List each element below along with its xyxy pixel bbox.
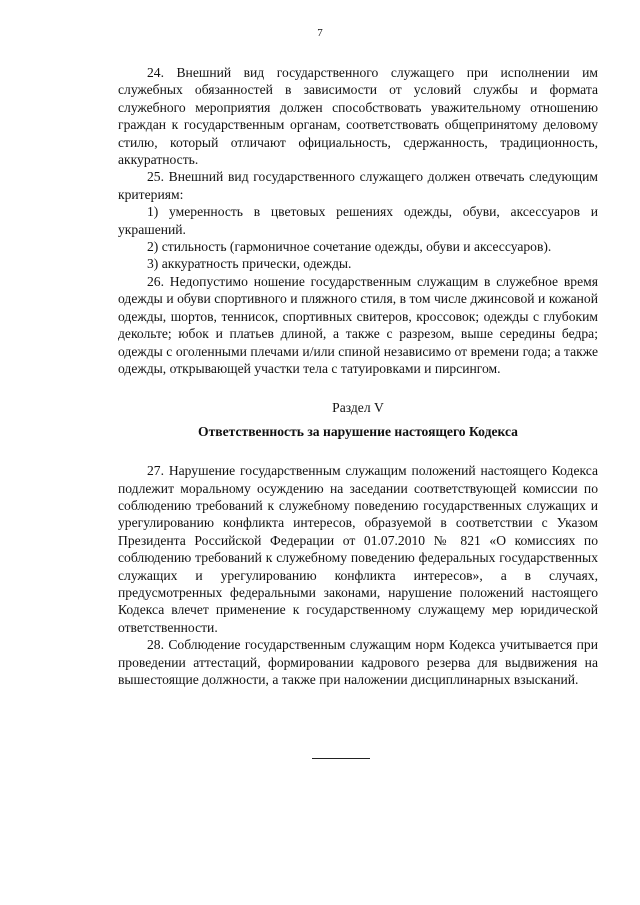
paragraph-28: 28. Соблюдение государственным служащим норм Кодекса учитывается при проведении аттестаций, формировании кадрового резерва для выдвижения на вышестоящие должности, а также при наложении дисциплинарных взысканий. bbox=[118, 637, 598, 687]
paragraph-24: 24. Внешний вид государственного служащего при исполнении им служебных обязанностей в зависимости от условий службы и формата служебного мероприятия должен способствовать уважительному отношению граждан к государственным органам, соответствовать общепринятому деловому стилю, который отличают официальность, сдержанность, традиционность, аккуратность. bbox=[118, 65, 598, 168]
section-label: Раздел V bbox=[332, 400, 384, 416]
document-body bbox=[118, 64, 598, 688]
paragraph-25: 25. Внешний вид государственного служащего должен отвечать следующим критериям: bbox=[118, 169, 598, 202]
section-heading bbox=[118, 399, 598, 440]
criterion-2: 2) стильность (гармоничное сочетание одежды, обуви и аксессуаров). bbox=[147, 239, 552, 255]
criterion-3: 3) аккуратность прически, одежды. bbox=[147, 256, 352, 272]
section-title: Ответственность за нарушение настоящего Кодекса bbox=[198, 423, 518, 439]
page-number: 7 bbox=[317, 27, 323, 39]
criterion-1: 1) умеренность в цветовых решениях одежды, обуви, аксессуаров и украшений. bbox=[118, 204, 598, 237]
paragraph-27: 27. Нарушение государственным служащим положений настоящего Кодекса подлежит моральному осуждению на заседании соответствующей комиссии по соблюдению требований к служебному поведению государственных служащих и урегулированию конфликта интересов, образуемой в соответствии с Указом Президента Российской Федерации от 01.07.2010 № 821 «О комиссиях по соблюдению требований к служебному поведению федеральных государственных служащих и урегулированию конфликта интересов», а в случаях, предусмотренных федеральными законами, нарушение положений настоящего Кодекса влечет применение к государственному служащему мер юридической ответственности. bbox=[118, 463, 598, 635]
paragraph-26: 26. Недопустимо ношение государственным служащим в служебное время одежды и обуви спортивного и пляжного стиля, в том числе джинсовой и кожаной одежды, шортов, теннисок, спортивных свитеров, кроссовок; одежды с глубоким декольте; юбок и платьев длиной, а также с разрезом, выше середины бедра; одежды с оголенными плечами и/или спиной независимо от времени года; а также одежды, открывающей участки тела с татуировками и пирсингом. bbox=[118, 273, 598, 376]
end-divider-line bbox=[312, 758, 370, 759]
